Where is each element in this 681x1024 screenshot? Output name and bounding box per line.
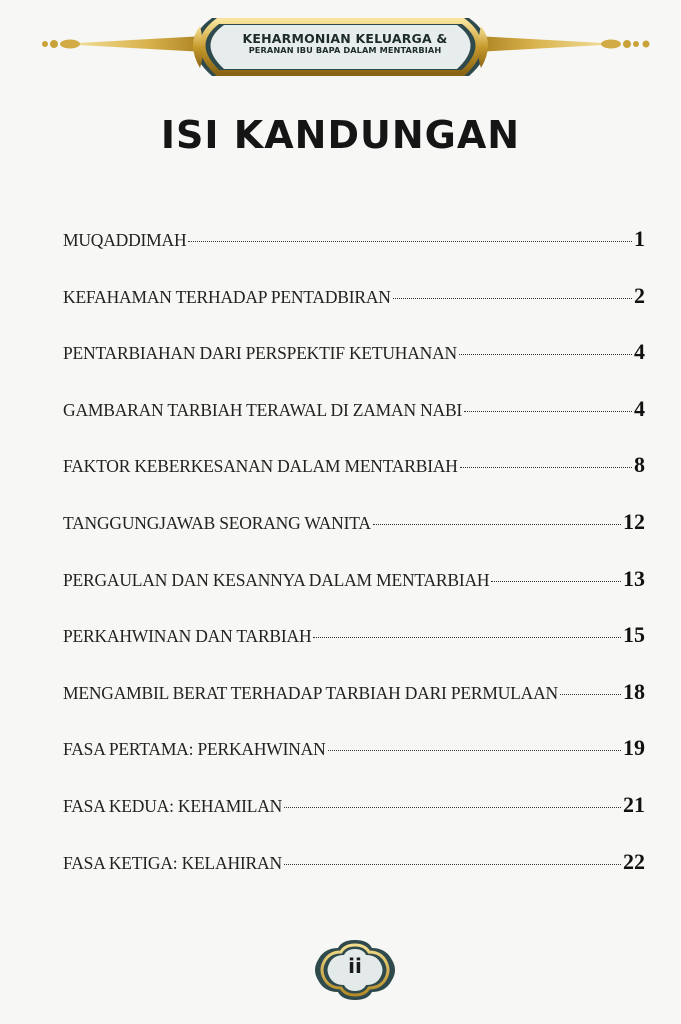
toc-entry[interactable] [63,452,645,509]
toc-entry[interactable] [63,509,645,566]
left-spear-ornament [60,36,205,52]
toc-entry-title: FASA PERTAMA: PERKAHWINAN [63,739,326,760]
toc-entry-page: 13 [623,565,645,591]
dot-leader [373,524,621,525]
dot-leader [464,411,632,412]
page-number-badge [310,938,400,1002]
toc-entry-title: FASA KEDUA: KEHAMILAN [63,795,283,816]
toc-entry-title: MUQADDIMAH [63,230,187,250]
dot-leader [393,298,632,299]
header-banner [0,10,681,90]
dot-leader [188,241,632,242]
toc-entry[interactable] [63,283,645,340]
toc-entry[interactable] [63,792,645,849]
toc-entry-page: 12 [623,508,645,534]
toc-entry-page: 15 [623,622,645,648]
toc-entry[interactable] [63,622,645,679]
table-of-contents [63,226,645,905]
dot-leader [560,694,621,695]
toc-entry[interactable] [63,679,645,736]
page-title: ISI KANDUNGAN [160,113,521,157]
toc-entry-title: GAMBARAN TARBIAH TERAWAL DI ZAMAN NABI [63,399,463,420]
dot-leader [459,354,632,355]
toc-entry-page: 18 [623,678,645,704]
book-title-line2: PERANAN IBU BAPA DALAM MENTARBIAH [248,45,442,56]
toc-entry-page: 21 [623,791,645,817]
toc-entry-page: 4 [634,339,645,365]
toc-entry-title: MENGAMBIL BERAT TERHADAP TARBIAH DARI PERMULAAN [63,682,558,703]
toc-entry[interactable] [63,226,645,283]
toc-entry-title: PERGAULAN DAN KESANNYA DALAM MENTARBIAH [63,569,490,590]
toc-entry-title: KEFAHAMAN TERHADAP PENTADBIRAN [63,286,391,307]
right-spear-ornament [476,36,621,52]
toc-entry[interactable] [63,566,645,623]
toc-entry[interactable] [63,339,645,396]
toc-entry-page: 4 [634,395,645,421]
toc-entry[interactable] [63,396,645,453]
book-title [232,32,458,55]
toc-entry-page: 19 [623,735,645,761]
dot-leader [460,467,632,468]
toc-entry-title: PENTARBIAHAN DARI PERSPEKTIF KETUHANAN [63,343,457,364]
toc-entry-page: 2 [634,282,645,308]
dot-leader [313,637,621,638]
toc-entry[interactable] [63,735,645,792]
toc-entry-title: PERKAHWINAN DAN TARBIAH [63,626,312,647]
toc-entry-title: FASA KETIGA: KELAHIRAN [63,852,282,873]
toc-entry-title: FAKTOR KEBERKESANAN DALAM MENTARBIAH [63,456,458,477]
dot-leader [284,807,621,808]
dot-leader [284,864,621,865]
toc-entry-title: TANGGUNGJAWAB SEORANG WANITA [63,512,371,533]
toc-entry-page: 22 [623,848,645,874]
toc-entry[interactable] [63,849,645,906]
page-number: ii [348,954,362,978]
dot-leader [328,750,621,751]
dot-leader [491,581,621,582]
book-title-line1: KEHARMONIAN KELUARGA & [242,31,448,46]
toc-entry-page: 1 [634,226,645,251]
toc-entry-page: 8 [634,452,645,478]
